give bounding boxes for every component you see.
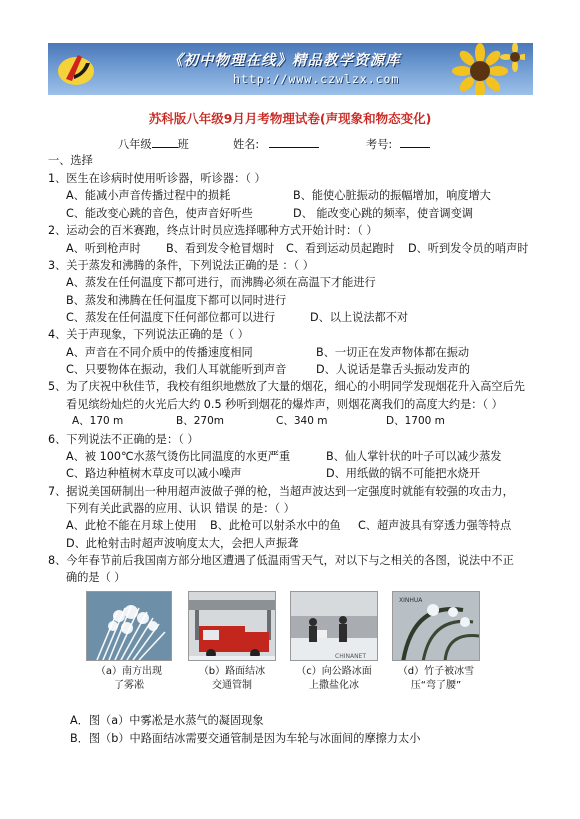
q7-stem-line2: 下列有关此武器的应用、认识 错误 的是：（ ） bbox=[66, 502, 295, 515]
caption-d bbox=[392, 665, 480, 693]
q1-option-b: B、能使心脏振动的振幅增加，响度增大 bbox=[293, 189, 491, 202]
q7-option-b: B、此枪可以射杀水中的鱼 bbox=[210, 519, 341, 532]
name-blank[interactable] bbox=[269, 138, 319, 148]
photo-traffic-control bbox=[188, 591, 276, 661]
class-suffix: 班 bbox=[177, 138, 189, 151]
q8-option-a: A．图（a）中雾凇是水蒸气的凝固现象 bbox=[70, 714, 264, 727]
banner-title: 《初中物理在线》精品教学资源库 bbox=[168, 53, 401, 69]
photo-c-watermark: CHINANET bbox=[335, 653, 367, 660]
name-label: 姓名: bbox=[233, 138, 260, 151]
q7-option-a: A、此枪不能在月球上使用 bbox=[66, 519, 197, 532]
q2-option-c: C、看到运动员起跑时 bbox=[286, 242, 395, 255]
q5-stem-line2: 看见缤纷灿烂的火光后大约 0.5 秒听到烟花的爆炸声，则烟花离我们的高度大约是：（ ） bbox=[66, 398, 503, 411]
q5-option-b: B、270m bbox=[176, 415, 224, 427]
q8-stem-line1: 8、今年春节前后我国南方部分地区遭遇了低温雨雪天气，对以下与之相关的各图，说法中不正 bbox=[48, 554, 514, 567]
caption-c-line1: （c）向公路冰面 bbox=[296, 666, 372, 677]
rime-image-icon bbox=[87, 592, 172, 661]
traffic-image-icon bbox=[189, 592, 276, 661]
class-label: 八年级 bbox=[118, 138, 152, 151]
sunflower-decoration-icon bbox=[425, 43, 525, 95]
q3-option-a: A、蒸发在任何温度下都可进行，而沸腾必须在高温下才能进行 bbox=[66, 276, 376, 289]
q7-option-d: D、此枪射击时超声波响度太大，会把人声振聋 bbox=[66, 537, 299, 550]
caption-c bbox=[290, 665, 378, 693]
q3-option-b: B、蒸发和沸腾在任何温度下都可以同时进行 bbox=[66, 294, 287, 307]
caption-b-line2: 交通管制 bbox=[212, 680, 252, 691]
salt-spreading-image-icon bbox=[291, 592, 378, 661]
section-title: 一、选择 bbox=[48, 154, 93, 167]
q1-option-c: C、能改变心跳的音色，使声音好听些 bbox=[66, 207, 253, 220]
q2-option-b: B、看到发令枪冒烟时 bbox=[166, 242, 275, 255]
photo-bent-bamboo bbox=[392, 591, 480, 661]
q2-option-d: D、听到发令员的哨声时 bbox=[408, 242, 529, 255]
caption-a bbox=[86, 665, 172, 693]
q5-stem-line1: 5、为了庆祝中秋佳节，我校有组织地燃放了大量的烟花，细心的小明同学发现烟花升入高空后先 bbox=[48, 380, 525, 393]
q3-option-d: D、以上说法都不对 bbox=[310, 311, 409, 324]
exam-title: 苏科版八年级9月月考物理试卷(声现象和物态变化) bbox=[148, 111, 432, 126]
q4-option-c: C、只要物体在振动，我们人耳就能听到声音 bbox=[66, 363, 287, 376]
photo-salt-spreading bbox=[290, 591, 378, 661]
q5-option-a: A、170 m bbox=[72, 415, 124, 427]
exam-no-field bbox=[366, 136, 430, 152]
q7-stem-line1: 7、据说美国研制出一种用超声波做子弹的枪，当超声波达到一定强度时就能有较强的攻击力， bbox=[48, 485, 514, 498]
caption-a-line2: 了雾凇 bbox=[114, 680, 144, 691]
q5-option-d: D、1700 m bbox=[386, 415, 445, 427]
q1-stem: 1、医生在诊病时使用听诊器，听诊器：（ ） bbox=[48, 172, 266, 185]
header-banner bbox=[48, 43, 533, 95]
q4-option-b: B、一切正在发声物体都在振动 bbox=[316, 346, 470, 359]
caption-a-line1: （a）南方出现 bbox=[95, 666, 163, 677]
q6-option-c: C、路边种植树木草皮可以减小噪声 bbox=[66, 467, 242, 480]
caption-c-line2: 上撒盐化冰 bbox=[309, 680, 359, 691]
site-logo-icon bbox=[56, 49, 96, 89]
exam-no-label: 考号: bbox=[366, 138, 393, 151]
student-info-line bbox=[118, 136, 189, 152]
q2-option-a: A、听到枪声时 bbox=[66, 242, 141, 255]
q4-option-d: D、人说话是靠舌头振动发声的 bbox=[316, 363, 471, 376]
q6-stem: 6、下列说法不正确的是：（ ） bbox=[48, 433, 199, 446]
class-blank[interactable] bbox=[152, 138, 178, 148]
exam-no-blank[interactable] bbox=[400, 138, 430, 148]
q6-option-b: B、仙人掌针状的叶子可以减少蒸发 bbox=[326, 450, 502, 463]
q1-option-d: D、 能改变心跳的频率，使音调变调 bbox=[293, 207, 473, 220]
q3-option-c: C、蒸发在任何温度下任何部位都可以进行 bbox=[66, 311, 276, 324]
q4-stem: 4、关于声现象，下列说法正确的是（ ） bbox=[48, 328, 249, 341]
q3-stem: 3、关于蒸发和沸腾的条件，下列说法正确的是 ：（ ） bbox=[48, 259, 314, 272]
q6-option-d: D、用纸做的锅不可能把水烧开 bbox=[326, 467, 481, 480]
photo-rime bbox=[86, 591, 172, 661]
banner-url: http://www.czwlzx.com bbox=[233, 72, 400, 86]
bamboo-image-icon bbox=[393, 592, 480, 661]
q5-option-c: C、340 m bbox=[276, 415, 328, 427]
photo-d-watermark: XINHUA bbox=[399, 597, 423, 604]
q1-option-a: A、能减小声音传播过程中的损耗 bbox=[66, 189, 231, 202]
caption-d-line2: 压“弯了腰” bbox=[410, 680, 462, 691]
q4-option-a: A、声音在不同介质中的传播速度相同 bbox=[66, 346, 253, 359]
caption-b-line1: （b）路面结冰 bbox=[198, 666, 266, 677]
q8-option-b: B．图（b）中路面结冰需要交通管制是因为车轮与冰面间的摩擦力太小 bbox=[70, 732, 421, 745]
q8-stem-line2: 确的是（ ） bbox=[66, 571, 126, 584]
q6-option-a: A、被 100℃水蒸气烫伤比同温度的水更严重 bbox=[66, 450, 291, 463]
q7-option-c: C、超声波具有穿透力强等特点 bbox=[358, 519, 512, 532]
name-field bbox=[233, 136, 319, 152]
q2-stem: 2、运动会的百米赛跑，终点计时员应选择哪种方式开始计时：（ ） bbox=[48, 224, 378, 237]
caption-b bbox=[188, 665, 276, 693]
caption-d-line1: （d）竹子被冰雪 bbox=[397, 666, 475, 677]
